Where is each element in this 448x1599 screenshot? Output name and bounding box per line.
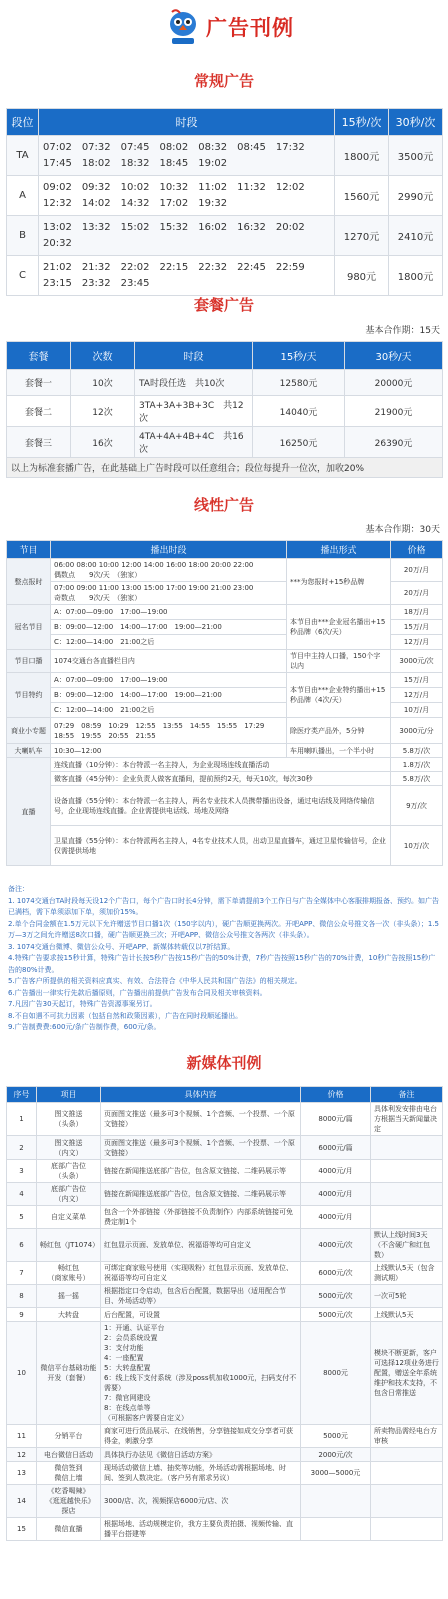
price-cell: 8000元 (301, 1322, 371, 1425)
content-cell: 页面图文推送（最多可3个视频、1个音频、一个投票、一个原文链接） (101, 1136, 301, 1160)
table-row (7, 216, 443, 256)
linear-section-title: 线性广告 (193, 496, 254, 514)
content-cell: 可绑定商家账号使用（实现吸粉）红包显示页面、发放单位、祝福语等均可自定义 (101, 1262, 301, 1285)
content-cell: 具体执行办法见《微信日活动方案》 (101, 1448, 301, 1462)
price-15s-cell: 1270元 (335, 216, 389, 256)
price-cell: 10万/次 (391, 826, 443, 866)
table-row (7, 1308, 443, 1322)
row-number: 2 (7, 1136, 37, 1160)
price-cell: 20万/月 (391, 582, 443, 605)
price-cell: 1.8万/次 (391, 758, 443, 772)
item-cell: 《吃香喝辣》 《逛逛越快乐》 探店 (37, 1485, 101, 1518)
price-15s-cell: 1560元 (335, 176, 389, 216)
content-cell: 后台配置，可设置 (101, 1308, 301, 1322)
price-cell: 20万/月 (391, 559, 443, 582)
package-note: 以上为标准套播广告，在此基础上广告时段可以任意组合；段位每提升一位次，加收20% (7, 458, 443, 478)
price-cell: 5.8万/次 (391, 772, 443, 786)
col-header-note: 备注 (371, 1087, 443, 1103)
price-30s-cell: 2410元 (389, 216, 443, 256)
note-item: 6.广告播出一律实行先款后播原则，广告播出前提供广告发布合同及相关审核资料。 (8, 988, 267, 997)
row-number: 11 (7, 1425, 37, 1448)
item-cell: 电台微信日活动 (37, 1448, 101, 1462)
note-cell: 模块不断更新，客户可选择12项业务进行配置，赠送全年系统维护和技术支持，不包含日常推送 (371, 1322, 443, 1425)
table-row (7, 1183, 443, 1206)
package-count: 12次 (71, 396, 135, 427)
col-header-time: 时段 (39, 109, 335, 136)
col-header-15s: 15秒/次 (335, 109, 389, 136)
price-cell: 3000—5000元 (301, 1462, 371, 1485)
package-name: 套餐一 (7, 370, 71, 396)
col-header-price: 价格 (391, 541, 443, 559)
note-cell: 上线默认5天 (371, 1308, 443, 1322)
live-desc-cell: 连线直播（10分钟）：本台特派一名主持人，为企业现场连线直播活动 (51, 758, 391, 772)
note-cell (371, 1160, 443, 1183)
airtime-cell: 10:30—12:00 (51, 744, 287, 758)
airtime-cell: 1074交通台各直播栏目内 (51, 650, 287, 673)
page-header (0, 0, 448, 52)
package-ad-table (6, 341, 443, 478)
row-number: 10 (7, 1322, 37, 1425)
table-row (7, 1485, 443, 1518)
content-cell: 根据指定口令启动，包含后台配置，数据导出（适用配合节目、外场活动等） (101, 1285, 301, 1308)
price-cell: 4000元/次 (301, 1229, 371, 1262)
price-30s-cell: 2990元 (389, 176, 443, 216)
note-cell: 上线默认5天（包含测试期） (371, 1262, 443, 1285)
price-cell: 12万/月 (391, 688, 443, 703)
price-cell: 12万/月 (391, 635, 443, 650)
item-cell: 摇一摇 (37, 1285, 101, 1308)
airtime-cell: 07:00 09:00 11:00 13:00 15:00 17:00 19:00 21:00 23:00 奇数点 9次/天 （独家） (51, 582, 287, 605)
price-cell: 15万/月 (391, 673, 443, 688)
price-cell: 8000元/篇 (301, 1103, 371, 1136)
format-cell: 车用喇叭播出，一个半小时 (287, 744, 391, 758)
bird-mascot-logo (166, 8, 200, 46)
page-title: 广告刊例 (206, 16, 294, 40)
airtime-cell: A：07:00—09:00 17:00—19:00 (51, 673, 287, 688)
table-row (7, 1262, 443, 1285)
format-cell: 本节目由***企业冠名播出+15秒品牌（6次/天） (287, 605, 391, 650)
newmedia-section-title: 新媒体刊例 (186, 1054, 262, 1072)
col-header-slot: 时段 (135, 342, 253, 370)
col-header-level: 段位 (7, 109, 39, 136)
price-cell (301, 1518, 371, 1541)
price-cell: 4000元/月 (301, 1206, 371, 1229)
note-item: 7.凡因广告30天起订，特殊广告资源事案另订。 (8, 1000, 157, 1008)
times-cell: 07:02 07:32 07:45 08:02 08:32 08:45 17:32 17:45 18:02 18:32 18:45 19:02 (39, 136, 335, 176)
col-header-content: 具体内容 (101, 1087, 301, 1103)
table-row (7, 396, 443, 427)
row-number: 1 (7, 1103, 37, 1136)
format-cell: 除医疗类产品外，5分钟 (287, 718, 391, 744)
table-row (7, 605, 443, 620)
package-name: 套餐二 (7, 396, 71, 427)
table-row (7, 1103, 443, 1136)
note-cell (371, 1136, 443, 1160)
linear-period: 基本合作期：30天 (365, 525, 440, 535)
table-row (7, 650, 443, 673)
newmedia-body (7, 1103, 443, 1541)
item-cell: 分销平台 (37, 1425, 101, 1448)
price-cell: 2000元/次 (301, 1448, 371, 1462)
table-header-row (7, 342, 443, 370)
table-row (7, 1462, 443, 1485)
content-cell: 红包显示页面、发放单位、祝福语等均可自定义 (101, 1229, 301, 1262)
content-cell: 页面图文推送（最多可3个视频、1个音频、一个投票、一个原文链接） (101, 1103, 301, 1136)
package-price-30s: 26390元 (345, 427, 443, 458)
live-desc-cell: 微客直播（45分钟）：企业负责人做客直播间，提前预约2天，每天10次，每次30秒 (51, 772, 391, 786)
table-row (7, 1285, 443, 1308)
note-cell: 一次可5轮 (371, 1285, 443, 1308)
item-cell: 底部广告位 （头条） (37, 1160, 101, 1183)
note-item: 4.特殊广告要求按15秒计算，特殊广告计长按5秒广告按15秒广告的50%计费，7秒广告按照15秒广告的70%计费，10秒广告按照15秒广告的80%计费。 (8, 954, 436, 974)
col-header-price: 价格 (301, 1087, 371, 1103)
program-label: 直播 (7, 758, 51, 866)
price-cell: 9万/次 (391, 786, 443, 826)
row-number: 13 (7, 1462, 37, 1485)
program-label: 商业小专题 (7, 718, 51, 744)
table-row (7, 256, 443, 296)
table-row (7, 718, 443, 744)
item-cell: 图文推送 （内文） (37, 1136, 101, 1160)
content-cell: 链接在新闻推送底部广告位，包含原文链接、二维码展示等 (101, 1160, 301, 1183)
price-cell: 6000元/篇 (301, 1136, 371, 1160)
price-cell: 6000元/次 (301, 1262, 371, 1285)
level-cell: A (7, 176, 39, 216)
note-cell (371, 1206, 443, 1229)
table-row (7, 1322, 443, 1425)
note-item: 1. 1074交通台TA时段每天设12个广告口，每个广告口时长4分钟，需下单请提前3个工作日与广告全媒体中心客服排期报备、预约。如广告已满档，需下单须添加下单，须加价15%。 (8, 896, 440, 916)
package-slot: 4TA+4A+4B+4C 共16次 (135, 427, 253, 458)
item-cell: 微信平台基础功能开发（套餐） (37, 1322, 101, 1425)
col-header-30s-day: 30秒/天 (345, 342, 443, 370)
content-cell: 根据场地、活动规模定价，我方主要负责拍摄、视频传输、直播平台搭建等 (101, 1518, 301, 1541)
col-header-15s-day: 15秒/天 (253, 342, 345, 370)
row-number: 14 (7, 1485, 37, 1518)
price-cell: 5000元/次 (301, 1285, 371, 1308)
package-period: 基本合作期：15天 (365, 326, 440, 336)
col-header-format: 播出形式 (287, 541, 391, 559)
row-number: 12 (7, 1448, 37, 1462)
price-cell: 18万/月 (391, 605, 443, 620)
live-desc-cell: 设备直播（55分钟）：本台特派一名主持人，两名专业技术人员携带播出设备，通过电话线及网络传输信号，企业现场连线直播。企业需提供电话线、场地及网络 (51, 786, 391, 826)
package-slot: 3TA+3A+3B+3C 共12次 (135, 396, 253, 427)
airtime-cell: C：12:00—14:00 21:00之后 (51, 703, 287, 718)
table-row (7, 772, 443, 786)
linear-ad-table (6, 540, 443, 866)
row-number: 8 (7, 1285, 37, 1308)
col-header-no: 序号 (7, 1087, 37, 1103)
table-header-row (7, 1087, 443, 1103)
airtime-cell: B：09:00—12:00 14:00—17:00 19:00—21:00 (51, 688, 287, 703)
content-cell: 现场活动微信上墙、抽奖等功能，外场活动需根据场地、时间、签到人数决定。（客户另有需求另议） (101, 1462, 301, 1485)
item-cell: 微信签到 微信上墙 (37, 1462, 101, 1485)
item-cell: 畅红包（JT1074） (37, 1229, 101, 1262)
regular-ad-table (6, 108, 443, 296)
package-name: 套餐三 (7, 427, 71, 458)
note-item: 2.单个合同金额在1.5万元以下允许赠送节目口播1次（150字以内），硬广告顺更换两次。开吧APP、微信公众号推文各一次（非头条）；1.5万—3万之间允许赠送8次口播，硬广告顺更换三次；开吧APP、微信公众号推文各两次（非头条）。 (8, 919, 439, 939)
table-row (7, 1448, 443, 1462)
note-item: 3. 1074交通台微博、微信公众号、开吧APP、新媒体转载仅以7折结算。 (8, 942, 235, 951)
package-price-15s: 14040元 (253, 396, 345, 427)
item-cell: 畅红包 （商家账号） (37, 1262, 101, 1285)
package-count: 16次 (71, 427, 135, 458)
package-price-30s: 21900元 (345, 396, 443, 427)
package-price-15s: 12580元 (253, 370, 345, 396)
content-cell: 包含一个外部链接（外部链接不负责制作）内部系统链接可免费定制1个 (101, 1206, 301, 1229)
col-header-package: 套餐 (7, 342, 71, 370)
table-row (7, 1136, 443, 1160)
content-cell: 3000/店、次，视频探店6000元/店、次 (101, 1485, 301, 1518)
price-30s-cell: 1800元 (389, 256, 443, 296)
note-item: 9.广告制费费:600元/条广告制作费，600元/条。 (8, 1023, 161, 1031)
notes-block (8, 884, 440, 1034)
newmedia-table (6, 1086, 443, 1541)
airtime-cell: 07:29 08:59 10:29 12:55 13:55 14:55 15:55 17:29 18:55 19:55 20:55 21:55 (51, 718, 287, 744)
price-cell: 4000元/月 (301, 1160, 371, 1183)
note-cell (371, 1448, 443, 1462)
airtime-cell: A：07:00—09:00 17:00—19:00 (51, 605, 287, 620)
price-cell: 3000元/次 (391, 650, 443, 673)
table-row (7, 370, 443, 396)
program-label: 节目口播 (7, 650, 51, 673)
notes-title: 备注： (8, 885, 29, 893)
package-price-15s: 16250元 (253, 427, 345, 458)
package-price-30s: 20000元 (345, 370, 443, 396)
item-cell: 底部广告位 （内文） (37, 1183, 101, 1206)
price-30s-cell: 3500元 (389, 136, 443, 176)
note-cell (371, 1462, 443, 1485)
table-row (7, 1160, 443, 1183)
price-15s-cell: 980元 (335, 256, 389, 296)
row-number: 4 (7, 1183, 37, 1206)
col-header-30s: 30秒/次 (389, 109, 443, 136)
row-number: 5 (7, 1206, 37, 1229)
program-label: 节目特约 (7, 673, 51, 718)
table-row (7, 427, 443, 458)
format-cell: 本节目由***企业特约播出+15秒品牌（4次/天） (287, 673, 391, 718)
note-cell (371, 1183, 443, 1206)
table-row (7, 1206, 443, 1229)
note-item: 5.广告客户所提供的相关资料应真实、有效、合法符合《中华人民共和国广告法》的相关规定。 (8, 977, 302, 985)
note-cell (371, 1518, 443, 1541)
price-cell: 4000元/月 (301, 1183, 371, 1206)
note-cell (371, 1485, 443, 1518)
regular-section-title: 常规广告 (193, 72, 254, 90)
item-cell: 微信直播 (37, 1518, 101, 1541)
price-cell (301, 1485, 371, 1518)
package-note-row (7, 458, 443, 478)
note-cell: 具体利发安排由电台方根据当天新闻量决定 (371, 1103, 443, 1136)
col-header-program: 节目 (7, 541, 51, 559)
item-cell: 图文推送 （头条） (37, 1103, 101, 1136)
row-number: 3 (7, 1160, 37, 1183)
table-row (7, 744, 443, 758)
table-row (7, 136, 443, 176)
item-cell: 大转盘 (37, 1308, 101, 1322)
program-label: 冠名节目 (7, 605, 51, 650)
format-cell: ***为您报时+15秒品牌 (287, 559, 391, 605)
times-cell: 13:02 13:32 15:02 15:32 16:02 16:32 20:02 20:32 (39, 216, 335, 256)
row-number: 15 (7, 1518, 37, 1541)
row-number: 9 (7, 1308, 37, 1322)
table-row (7, 826, 443, 866)
airtime-cell: C：12:00—14:00 21:00之后 (51, 635, 287, 650)
airtime-cell: 06:00 08:00 10:00 12:00 14:00 16:00 18:00 20:00 22:00 偶数点 9次/天 （独家） (51, 559, 287, 582)
format-cell: 节目中主持人口播，150个字以内 (287, 650, 391, 673)
price-cell: 10万/月 (391, 703, 443, 718)
table-row (7, 1425, 443, 1448)
times-cell: 09:02 09:32 10:02 10:32 11:02 11:32 12:02 12:32 14:02 14:32 17:02 19:32 (39, 176, 335, 216)
note-item: 8.不自如遇不可抗力因素（包括自然和政策因素），广告在同时段顺延播出。 (8, 1011, 243, 1020)
row-number: 6 (7, 1229, 37, 1262)
content-cell: 链接在新闻推送底部广告位，包含原文链接、二维码展示等 (101, 1183, 301, 1206)
note-cell: 默认上线时间3天（不含硬广和红包数） (371, 1229, 443, 1262)
item-cell: 自定义菜单 (37, 1206, 101, 1229)
table-row (7, 176, 443, 216)
package-count: 10次 (71, 370, 135, 396)
price-cell: 5.8万/次 (391, 744, 443, 758)
price-cell: 5000元/次 (301, 1308, 371, 1322)
price-cell: 3000元/分 (391, 718, 443, 744)
col-header-item: 项目 (37, 1087, 101, 1103)
level-cell: TA (7, 136, 39, 176)
airtime-cell: B：09:00—12:00 14:00—17:00 19:00—21:00 (51, 620, 287, 635)
note-cell: 所卖物品需经电台方审核 (371, 1425, 443, 1448)
price-15s-cell: 1800元 (335, 136, 389, 176)
package-section-title: 套餐广告 (193, 296, 254, 314)
table-row (7, 786, 443, 826)
content-cell: 1：开通、认证平台 2：会员系统设置 3：支付功能 4：一座配置 5：大转盘配置 6：线上线下支付系统（涉及poss机加收1000元，扫码支付不需要） 7：微官网建设 8：在线点单等 （可根据客户需要自定义） (101, 1322, 301, 1425)
table-row (7, 1518, 443, 1541)
level-cell: B (7, 216, 39, 256)
level-cell: C (7, 256, 39, 296)
package-slot: TA时段任选 共10次 (135, 370, 253, 396)
table-row (7, 758, 443, 772)
row-number: 7 (7, 1262, 37, 1285)
table-header-row (7, 541, 443, 559)
col-header-count: 次数 (71, 342, 135, 370)
table-row (7, 559, 443, 582)
live-desc-cell: 卫星直播（55分钟）：本台特派两名主持人，4名专业技术人员，出动卫星直播车，通过卫星传输信号，企业仅需提供场地 (51, 826, 391, 866)
program-label: 大喇叭车 (7, 744, 51, 758)
table-row (7, 673, 443, 688)
price-cell: 15万/月 (391, 620, 443, 635)
price-cell: 5000元 (301, 1425, 371, 1448)
times-cell: 21:02 21:32 22:02 22:15 22:32 22:45 22:59 23:15 23:32 23:45 (39, 256, 335, 296)
program-label: 整点报时 (7, 559, 51, 605)
table-header-row (7, 109, 443, 136)
table-row (7, 1229, 443, 1262)
col-header-airtime: 播出时段 (51, 541, 287, 559)
content-cell: 商家可进行货品展示、在线销售，分享链接如成交分享者可获得金，刺激分享 (101, 1425, 301, 1448)
